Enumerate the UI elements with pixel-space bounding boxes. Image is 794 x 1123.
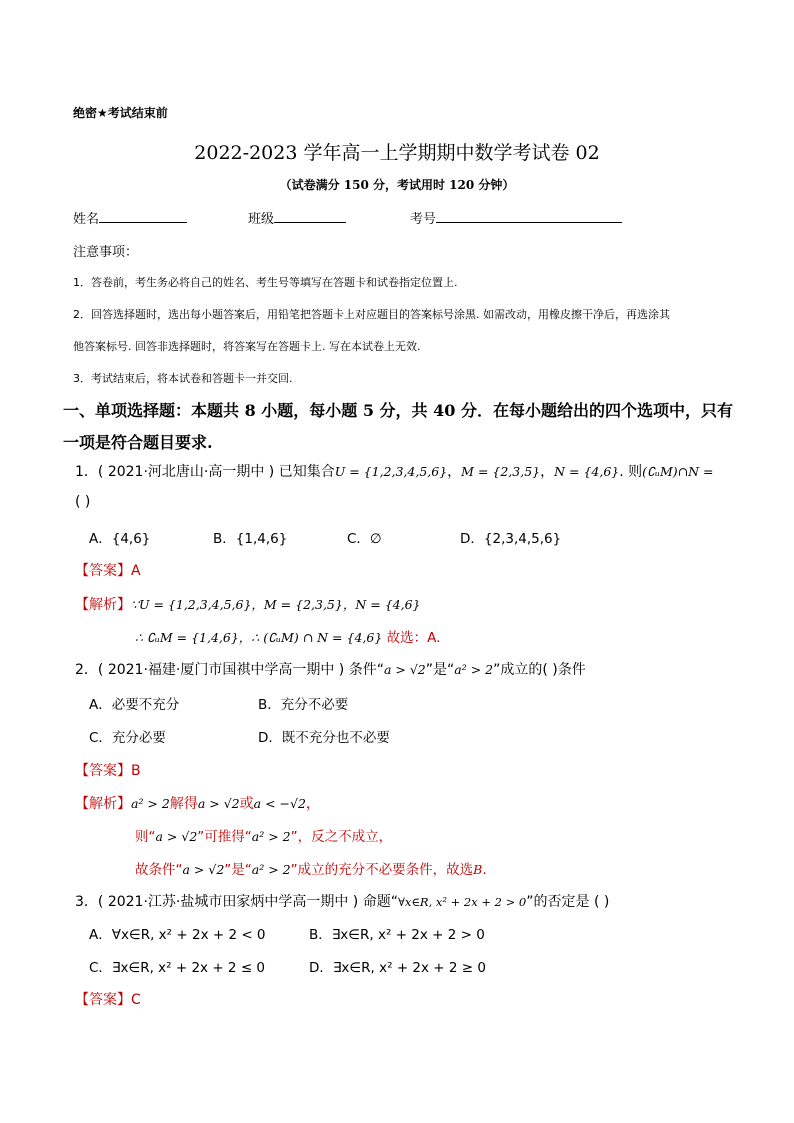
q1-ex1c: ，N = {4,6} — [342, 597, 421, 612]
q2-ex1e: a < −√2 — [253, 796, 306, 811]
q2-ex3f: B — [473, 862, 483, 877]
q2-stem3: ”成立的( )条件 — [493, 662, 586, 678]
q2-explanation-line2 — [135, 825, 392, 845]
q1-answer — [75, 560, 141, 580]
q1-ex2c: 故选：A. — [386, 630, 441, 646]
q3-stem1: 3．( 2021·江苏·盐城市田家炳中学高一期中 ) 命题“ — [75, 894, 398, 910]
secret-label: 绝密★考试结束前 — [73, 106, 168, 120]
q1-option-d[interactable]: D．{2,3,4,5,6} — [460, 531, 562, 547]
q2-ex1f: ， — [305, 796, 320, 812]
q2-explanation-line3 — [135, 858, 487, 878]
q2-ex2b: a > √2 — [155, 829, 198, 844]
q2-ex1c: a > √2 — [197, 796, 240, 811]
q3-option-d[interactable]: D．∃x∈R, x² + 2x + 2 ≥ 0 — [309, 960, 486, 976]
note-2b: 他答案标号. 回答非选择题时，将答案写在答题卡上. 写在本试卷上无效. — [73, 340, 421, 353]
q2-answer-label: 【答案】 — [75, 763, 131, 779]
id-label: 考号 — [410, 212, 437, 227]
q1-ex2b: ，∴ (∁ᵤM) ∩ N = {4,6} — [238, 630, 383, 645]
q1-ex2: ∴ ∁ᵤM = {1,4,6} — [135, 630, 239, 645]
q1-answer-label: 【答案】 — [75, 563, 131, 579]
q2-ex2e: ”，反之不成立， — [290, 829, 393, 845]
q3-option-a[interactable]: A．∀x∈R, x² + 2x + 2 < 0 — [89, 927, 266, 943]
q2-answer-value: B — [131, 763, 141, 779]
q2-option-c[interactable]: C．充分必要 — [89, 730, 166, 746]
name-blank[interactable] — [99, 208, 187, 223]
q1-ex1: ∵U = {1,2,3,4,5,6} — [131, 597, 252, 612]
name-field — [73, 208, 187, 227]
q2-ex3g: . — [482, 862, 487, 878]
q1-ex1b: ，M = {2,3,5} — [251, 597, 343, 612]
q3-stem — [75, 891, 609, 911]
q2-stem1: 2．( 2021·福建·厦门市国祺中学高一期中 ) 条件“ — [75, 662, 384, 678]
class-label: 班级 — [248, 212, 275, 227]
q2-ex2d: a² > 2 — [251, 829, 291, 844]
id-blank[interactable] — [436, 208, 622, 223]
note-2a: 2．回答选择题时，选出每小题答案后，用铅笔把答题卡上对应题目的答案标号涂黑. 如需改动，用橡皮擦干净后，再选涂其 — [73, 308, 670, 321]
q1-option-c[interactable]: C．∅ — [347, 531, 382, 547]
q2-ex3c: ”是“ — [224, 862, 252, 878]
q2-cond1: a > √2 — [383, 662, 426, 677]
q2-ex3e: ”成立的充分不必要条件，故选 — [290, 862, 474, 878]
q1-stem — [75, 461, 714, 481]
section-heading-line1: 一、单项选择题：本题共 8 小题，每小题 5 分，共 40 分．在每小题给出的四个选项中，只有 — [63, 401, 733, 420]
q2-explain-label: 【解析】 — [75, 796, 131, 812]
q1-option-b[interactable]: B．{1,4,6} — [213, 531, 288, 547]
q2-ex2c: ”可推得“ — [197, 829, 252, 845]
q2-ex2a: 则“ — [135, 829, 156, 845]
q1-sep-2: ， — [540, 464, 555, 480]
q2-ex1d: 或 — [239, 796, 254, 812]
q2-ex3b: a > √2 — [182, 862, 225, 877]
q2-cond2: a² > 2 — [454, 662, 494, 677]
q2-ex3d: a² > 2 — [251, 862, 291, 877]
q3-stem2: ”的否定是 ( ) — [526, 894, 610, 910]
page-subtitle: （试卷满分 150 分，考试用时 120 分钟） — [279, 178, 515, 192]
q1-explanation-line1 — [75, 594, 421, 614]
q3-option-c[interactable]: C．∃x∈R, x² + 2x + 2 ≤ 0 — [89, 960, 266, 976]
q2-ex1b: 解得 — [169, 796, 198, 812]
q2-ex1a: a² > 2 — [131, 796, 170, 811]
q3-answer-value: C — [131, 992, 141, 1008]
q1-paren: ( ) — [75, 494, 91, 510]
note-3: 3．考试结束后，将本试卷和答题卡一并交回. — [73, 372, 293, 385]
q3-prop: ∀x∈R, x² + 2x + 2 > 0 — [397, 895, 527, 909]
class-field — [248, 208, 346, 227]
q1-set-n: N = {4,6} — [554, 464, 620, 479]
q1-answer-value: A — [131, 563, 141, 579]
q2-option-d[interactable]: D．既不充分也不必要 — [258, 730, 390, 746]
q1-explanation-line2 — [135, 626, 440, 646]
q1-set-m: M = {2,3,5} — [461, 464, 541, 479]
q3-answer-label: 【答案】 — [75, 992, 131, 1008]
q2-option-b[interactable]: B．充分不必要 — [258, 697, 349, 713]
q1-then: . 则 — [619, 464, 643, 480]
q2-answer — [75, 760, 141, 780]
q3-answer — [75, 989, 141, 1009]
q1-stem-text: 1．( 2021·河北唐山·高一期中 ) 已知集合 — [75, 464, 335, 480]
q2-stem — [75, 659, 586, 679]
q2-option-a[interactable]: A．必要不充分 — [89, 697, 180, 713]
q1-option-a[interactable]: A．{4,6} — [89, 531, 151, 547]
id-field — [410, 208, 622, 227]
q3-option-b[interactable]: B．∃x∈R, x² + 2x + 2 > 0 — [309, 927, 485, 943]
note-1: 1．答卷前，考生务必将自己的姓名、考生号等填写在答题卡和试卷指定位置上. — [73, 276, 458, 289]
q2-ex3a: 故条件“ — [135, 862, 183, 878]
class-blank[interactable] — [274, 208, 346, 223]
q2-explanation-line1 — [75, 793, 320, 813]
notes-heading: 注意事项： — [73, 245, 139, 260]
q2-stem2: ”是“ — [425, 662, 455, 678]
name-label: 姓名 — [73, 212, 100, 227]
section-heading-line2: 一项是符合题目要求. — [63, 433, 213, 452]
page-title: 2022-2023 学年高一上学期期中数学考试卷 02 — [194, 142, 600, 164]
q1-sep-1: ， — [447, 464, 462, 480]
q1-explain-label: 【解析】 — [75, 597, 131, 613]
q1-set-u: U = {1,2,3,4,5,6} — [334, 464, 448, 479]
q1-expr: (∁ᵤM)∩N = — [642, 464, 714, 479]
